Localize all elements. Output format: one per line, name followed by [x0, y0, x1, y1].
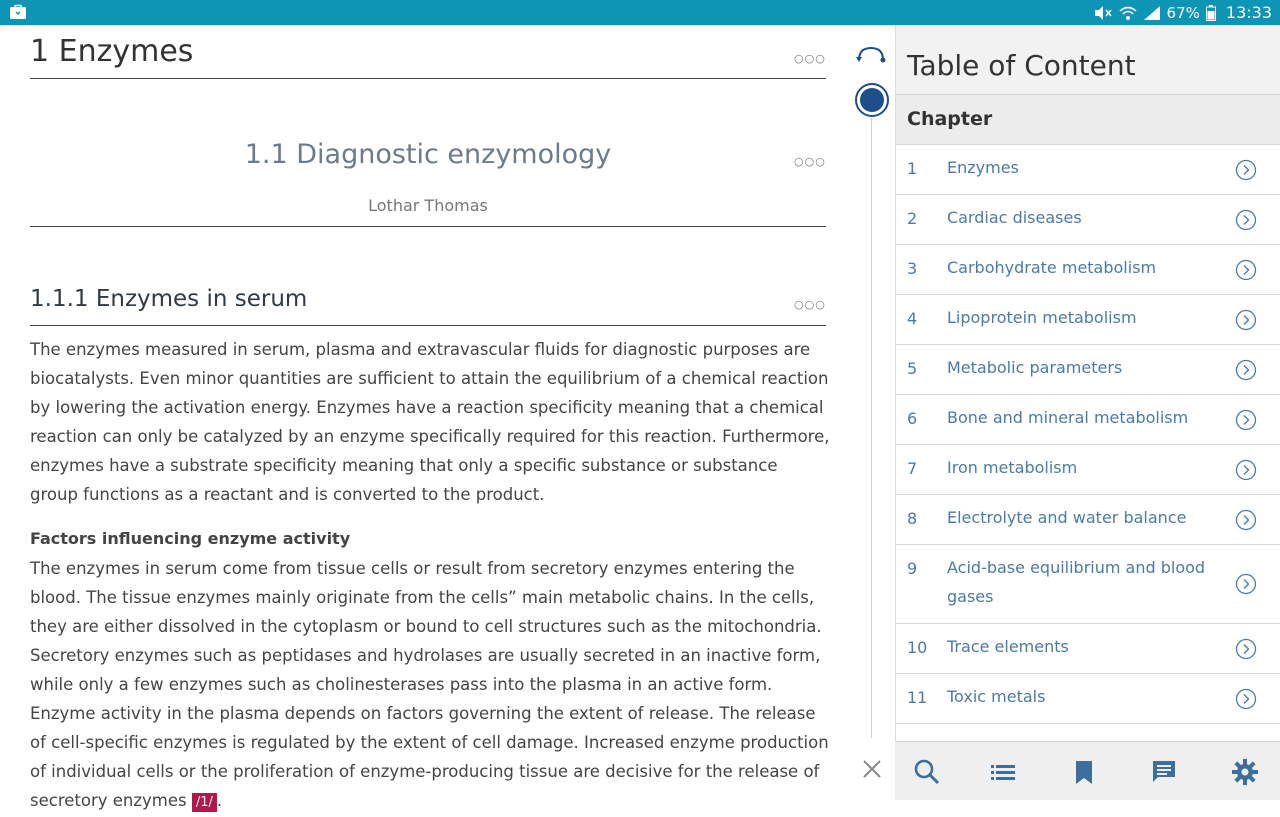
- status-bar: [0, 0, 1280, 25]
- toc-column-label: Chapter: [907, 108, 993, 130]
- bookmark-icon[interactable]: [1070, 758, 1098, 786]
- chevron-right-icon[interactable]: [1235, 309, 1257, 331]
- toc-item-number: 9: [907, 559, 918, 578]
- toc-item[interactable]: [896, 674, 1280, 724]
- scroll-track[interactable]: [871, 118, 872, 738]
- battery-icon: [1206, 5, 1216, 21]
- rotate-icon[interactable]: [856, 44, 886, 68]
- section-title: 1.1 Diagnostic enzymology: [244, 139, 612, 170]
- toc-item-number: 11: [907, 688, 928, 707]
- signal-icon: [1143, 5, 1161, 21]
- reader-pane[interactable]: [0, 25, 850, 810]
- chevron-right-icon[interactable]: [1235, 359, 1257, 381]
- toc-item-label: Lipoprotein metabolism: [947, 308, 1137, 327]
- subheading: Factors influencing enzyme activity: [30, 529, 351, 548]
- clock: 13:33: [1225, 3, 1272, 22]
- toc-item-label: Metabolic parameters: [947, 358, 1123, 377]
- subsection-more-button[interactable]: ○○○: [794, 298, 826, 311]
- toc-item[interactable]: [896, 295, 1280, 345]
- toc-column-header: [896, 95, 1280, 145]
- toc-item-label: Trace elements: [947, 637, 1069, 656]
- toc-item-number: 6: [907, 409, 918, 428]
- toc-item-number: 8: [907, 509, 918, 528]
- toc-item[interactable]: [896, 545, 1280, 624]
- close-icon[interactable]: [860, 757, 884, 781]
- mute-icon: [1093, 5, 1113, 21]
- toc-header: [896, 25, 1280, 95]
- toc-item-number: 5: [907, 359, 918, 378]
- toc-item[interactable]: [896, 195, 1280, 245]
- chevron-right-icon[interactable]: [1235, 638, 1257, 660]
- toc-item[interactable]: [896, 395, 1280, 445]
- paragraph-2: [30, 554, 830, 817]
- chevron-right-icon[interactable]: [1235, 209, 1257, 231]
- reference-link[interactable]: /1/: [192, 793, 217, 812]
- chevron-right-icon[interactable]: [1235, 259, 1257, 281]
- status-icons: [1093, 0, 1272, 25]
- toc-item-number: 7: [907, 459, 918, 478]
- chapter-more-button[interactable]: ○○○: [794, 52, 826, 65]
- toc-item-label: Electrolyte and water balance: [947, 508, 1187, 527]
- settings-icon[interactable]: [1231, 758, 1259, 786]
- search-icon[interactable]: [913, 758, 941, 786]
- subsection-title: 1.1.1 Enzymes in serum: [30, 286, 308, 312]
- toc-item-number: 1: [907, 159, 918, 178]
- toc-item-label: Enzymes: [947, 158, 1019, 177]
- divider: [30, 325, 826, 326]
- toc-item-number: 2: [907, 209, 918, 228]
- divider: [30, 226, 826, 227]
- divider: [30, 78, 826, 79]
- paragraph-1: The enzymes measured in serum, plasma and extravascular fluids for diagnostic purposes are biocatalysts. Even minor quantities are sufficient to attain the equilibrium of a chemical reaction by lowering the activation energy. Enzymes have a reaction specificity meaning that a chemical reaction can only be catalyzed by an enzyme specifically required for this reaction. Furthermore, enzymes have a substrate specificity meaning that only a specific substance or substance group functions as a reactant and is converted to the product.: [30, 340, 830, 504]
- toc-item-label: Acid-base equilibrium and blood gases: [947, 558, 1206, 606]
- battery-percent: 67%: [1166, 3, 1200, 22]
- toc-item[interactable]: [896, 145, 1280, 195]
- chevron-right-icon[interactable]: [1235, 509, 1257, 531]
- shopping-bag-icon: [10, 4, 26, 19]
- toc-item[interactable]: [896, 245, 1280, 295]
- chevron-right-icon[interactable]: [1235, 409, 1257, 431]
- toc-item-number: 4: [907, 309, 918, 328]
- toc-item-label: Iron metabolism: [947, 458, 1078, 477]
- toc-item-number: 3: [907, 259, 918, 278]
- toc-title: Table of Content: [907, 49, 1136, 82]
- toc-item[interactable]: [896, 345, 1280, 395]
- toc-item[interactable]: [896, 624, 1280, 674]
- chevron-right-icon[interactable]: [1235, 459, 1257, 481]
- chevron-right-icon[interactable]: [1235, 688, 1257, 710]
- toc-panel: [895, 25, 1280, 800]
- toc-item-label: Bone and mineral metabolism: [947, 408, 1189, 427]
- comment-icon[interactable]: [1150, 758, 1178, 786]
- section-more-button[interactable]: ○○○: [794, 155, 826, 168]
- toc-item-label: Cardiac diseases: [947, 208, 1082, 227]
- author-name: Lothar Thomas: [368, 196, 488, 215]
- toc-item-number: 10: [907, 638, 928, 657]
- scroll-knob[interactable]: [855, 83, 889, 117]
- toc-item-label: Carbohydrate metabolism: [947, 258, 1157, 277]
- toc-list: [896, 145, 1280, 724]
- toc-item[interactable]: [896, 495, 1280, 545]
- bottom-toolbar: [895, 741, 1280, 800]
- paragraph-2-text: The enzymes in serum come from tissue cells or result from secretory enzymes entering the blood. The tissue enzymes mainly originate from the cells” main metabolic chains. In the cells, they are either dissolved in the cytoplasm or bound to cell structures such as the mitochondria. Secretory enzymes such as peptidases and hydrolases are usually secreted in an inactive form, while only a few enzymes such as cholinesterases pass into the plasma in an active form. Enzyme activity in the plasma depends on factors governing the extent of release. The release of cell-specific enzymes is regulated by the extent of cell damage. Increased enzyme production of individual cells or the proliferation of enzyme-producing tissue are decisive for the release of secretory enzymes: [30, 559, 829, 810]
- wifi-icon: [1119, 5, 1137, 21]
- toc-item[interactable]: [896, 445, 1280, 495]
- paragraph-2-end: .: [216, 791, 223, 810]
- toc-item-label: Toxic metals: [947, 687, 1046, 706]
- chevron-right-icon[interactable]: [1235, 159, 1257, 181]
- chapter-title: 1 Enzymes: [30, 34, 194, 69]
- list-icon[interactable]: [989, 758, 1017, 786]
- chevron-right-icon[interactable]: [1235, 573, 1257, 595]
